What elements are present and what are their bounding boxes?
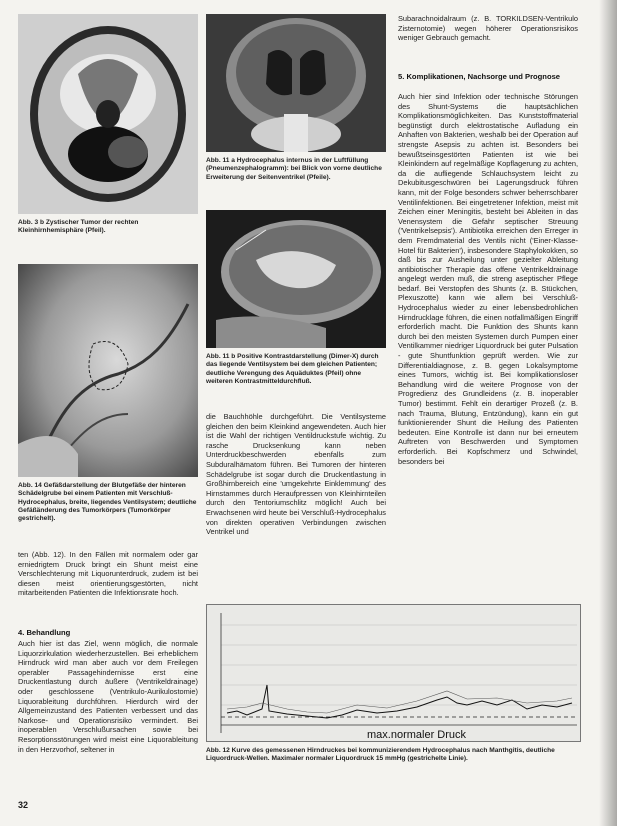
figure-3b-image <box>18 14 198 214</box>
section-4-heading: 4. Behandlung <box>18 628 71 637</box>
section-5-heading: 5. Komplikationen, Nachsorge und Prognose <box>398 72 561 81</box>
column-1-top-text: ten (Abb. 12). In den Fällen mit normalem oder gar erniedrigtem Druck bringt ein Shunt meist eine Verschlechterung mit Liquorunterdruck, zudem ist bei diesen meist orientierungsgestörten, nicht mitarbeitenden Patienten die Infektionsrate hoch. <box>18 550 198 598</box>
page-number: 32 <box>18 800 29 810</box>
figure-3b-caption: Abb. 3 b Zystischer Tumor der rechten Kleinhirnhemisphäre (Pfeil). <box>18 219 139 235</box>
column-1-body-text: Auch hier ist das Ziel, wenn möglich, die normale Liquorzirkulation wiederherzustellen. Bei erheblichem Hirndruck wird man aber auch vor dem Freilegen operabler Passagehindernisse erst eine Druckentlastung durch äußere (Ventrikeldrainage) oder geschlossene (Ventrikulo-Aurikulostomie) Liquorableitung durchführen. Hierdurch wird der Allgemeinzustand des Patienten verbessert und das Narkose- und Operationsrisiko vermindert. Bei inoperablen Verschlußursachen sowie bei Resorptionsstörungen wird meist eine Liquorableitung in den Herzvorhof, seltener in <box>18 639 198 754</box>
column-3-body-text: Auch hier sind Infektion oder technische Störungen des Shunt-Systems die hauptsächlichen Komplikationsmöglichkeiten. Das Kunststoffmaterial begünstigt durch elektrostatische Aufladung ein Anhaften von Bakterien, weshalb bei der Operation auf strengste Asepsis zu achten ist. Besonders bei bewußtseinsgestörten Patienten ist wie bei Kleinkindern auf regelmäßige Kopflagerung zu achten, da die aufliegende Schlauchsystem leicht zu Dekubitusgeschwüren bei Lagerungsdruck führen kann, mit der Folge besonders schwer beherrschbarer Ventilinfektionen. Bei eingetretener Infektion, meist mit Zeichen einer Meningitis, besteht bei Ableiten in das Venensystem die Gefahr septischer Streuung ('Ventrikelsepsis'). Antibiotika erreichen den Erreger in dem Fremdmaterial des Ventils nicht ('Einer-Klasse-Hotel für Bakterien'), insbesondere Staphylokokken, so daß bis zur Ausheilung unter gezielter Ableitung antibiotischer Therapie das offene Ventrikeldrainage angelegt werden muß, die streng aseptischer Pflege bedarf. Bei Verstopfen des Shunts (z. B. Stückchen, Plexuszotte) kann wie allem bei Verschluß-Hydrocephalus wieder zu einer lebensbedrohlichen Hirndrucklage führen, die einen notfallmäßigen Eingriff erforderlich macht. Die Funktion des Shunts kann durch bei den meisten Systemen durch Pumpen einer Ventilkammer niedriger Liquordruck bei guter Pulsation - gute Shuntfunktion geprüft werden. Wie zur Differentialdiagnose, z. B. gegen Lokalsymptome eines Tumors, wichtig ist. Bei komplikationsloser Behandlung wird die weitere Prognose von der Progredienz des Grundleidens (z. B. inoperabler Tumor) bestimmt. Fehlt ein derartiger Prozeß (z. B. nach Trauma, Blutung, Entzündung), kann ein gut funktionierender Shunt die Heilung des Patienten bedeuten. Eine Kontrolle ist dann nur bei erneutem Auftreten von Beschwerden und Symptomen erforderlich. Bei Kopfschmerz und Schwindel, besonders bei <box>398 92 578 466</box>
page-edge-shadow <box>599 0 617 826</box>
figure-11b-caption: Abb. 11 b Positive Kontrastdarstellung (Dimer-X) durch das liegende Ventilsystem bei dem gleichen Patienten; deutliche Verengung des Aquäduktes (Pfeil) ohne weiteren Kontrastmitteldurchfluß. <box>206 353 379 385</box>
figure-14-image <box>18 264 198 477</box>
figure-12-caption: Abb. 12 Kurve des gemessenen Hirndruckes bei kommunizierendem Hydrocephalus nach Manthgitis, deutliche Liquordruck-Wellen. Maximaler normaler Liquordruck 15 mmHg (gestrichelte Linie). <box>206 747 555 763</box>
figure-12-chart <box>206 604 581 742</box>
figure-14-caption: Abb. 14 Gefäßdarstellung der Blutgefäße der hinteren Schädelgrube bei einem Patienten mit Verschluß-Hydrocephalus, breite, liegendes Ventilsystem; deutliche Gefäßänderung des Tumorkörpers (Tumorkörper gestrichelt). <box>18 482 197 523</box>
figure-11a-caption: Abb. 11 a Hydrocephalus internus in der Luftfüllung (Pneumenzephalogramm): bei Blick von vorne deutliche Erweiterung der Seitenventrikel (Pfeile). <box>206 157 382 181</box>
column-3-top-text: Subarachnoidalraum (z. B. TORKILDSEN-Ventrikulo Zisternotomie) wegen höherer Operationsrisikos weniger Gebrauch gemacht. <box>398 14 578 43</box>
figure-11a-image <box>206 14 386 152</box>
column-2-body-text: die Bauchhöhle durchgeführt. Die Ventilsysteme gleichen den beim Kleinkind angewendeten. Auch hier ist die Wahl der richtigen Ventildruckstufe wichtig. Zu rasche Drucksenkung kann neben Unterdruckbeschwerden ebenfalls zum Subduralhämatom führen. Bei Tumoren der hinteren Schädelgrube ist sogar durch die Druckentlastung in Großhirnbereich eine 'umgekehrte Einklemmung' des Hirnstammes durch Heraufpressen von Kleinhirnteilen durch den Tentoriumschlitz möglich! Auch bei Erwachsenen wird heute bei Verschluß-Hydrocephalus von direkten operativen Verbindungen zwischen Ventrikel und <box>206 412 386 537</box>
figure-12-label: max.normaler Druck <box>367 729 467 741</box>
figure-11b-image <box>206 210 386 348</box>
